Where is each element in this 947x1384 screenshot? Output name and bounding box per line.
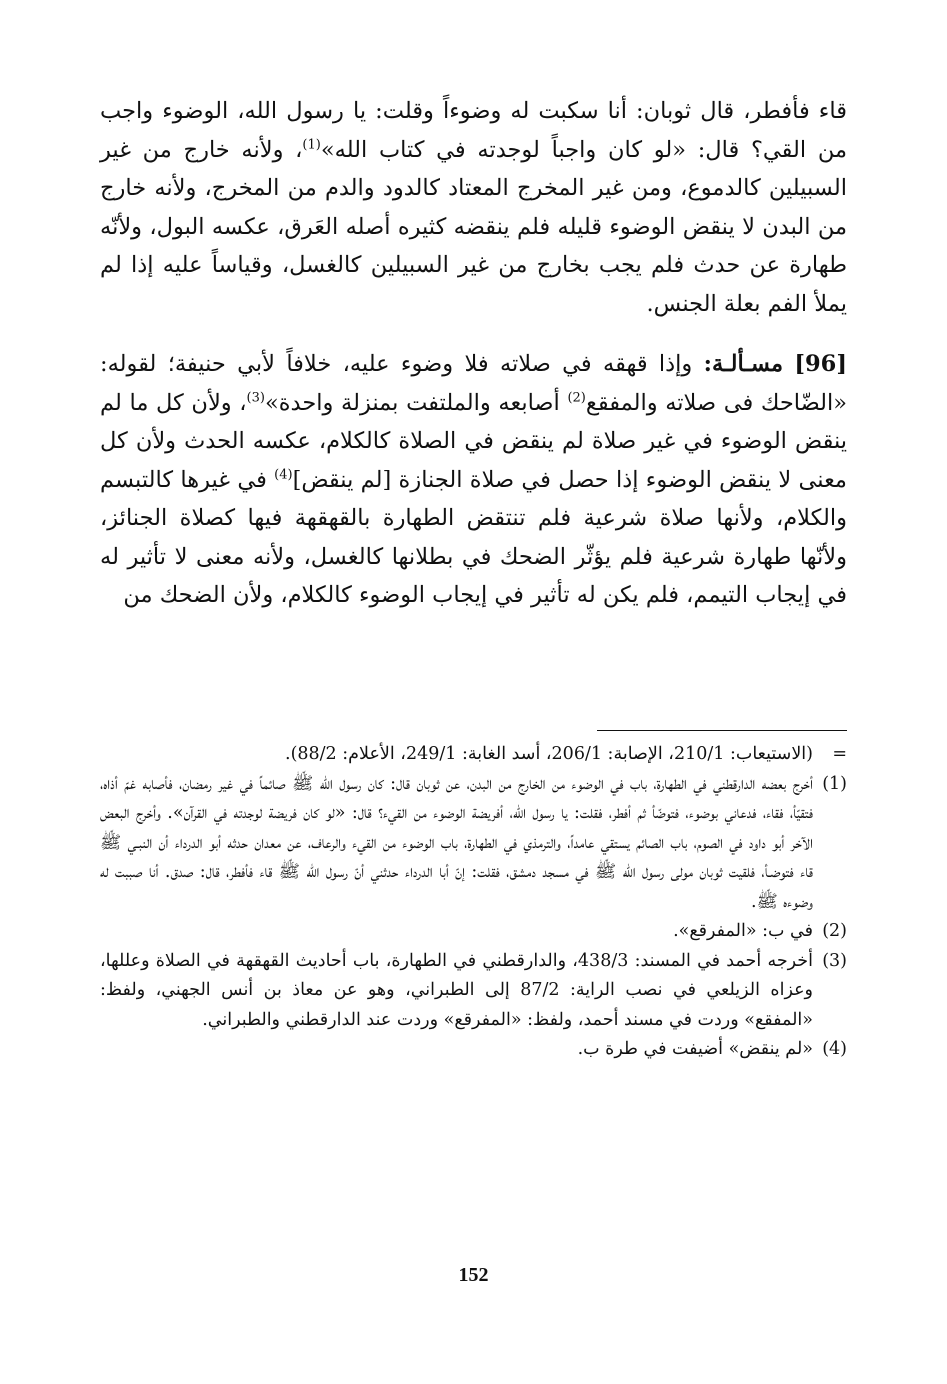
footnotes	[100, 740, 847, 1065]
page-number: 152	[458, 1264, 489, 1286]
footnote-mark: (2)	[822, 921, 847, 941]
issue-label: مسـألـة:	[703, 351, 784, 377]
issue-number: [96]	[794, 351, 847, 377]
footnote-3	[100, 947, 847, 1036]
line: ، ولأنه	[241, 136, 303, 163]
text: التيمم، فلم يكن له تأثير في إيجاب الوضوء كالكلام، ولأن الضحك من	[123, 582, 749, 608]
paragraph-2	[100, 345, 847, 615]
text: وإذا قهقه في صلاته فلا وضوء عليه، خلافاً لأبي	[237, 351, 704, 377]
text: شرعية فلم تنتقض الطهارة بالقهقهة فيها كصلاة الجنائز، ولأنّها طهارة شرعية	[100, 505, 848, 570]
line: أصله العَرق، عكسه البول، ولأنّه طهارة عن حدث فلم يجب بخارج من	[100, 213, 847, 278]
text: في صلاة الجنازة [لم ينقض]	[292, 466, 551, 493]
footnote-ref-1[interactable]: (1)	[302, 137, 321, 152]
footnote-1	[100, 770, 847, 918]
main-text	[100, 92, 847, 615]
text: في غيرها كالتبسم والكلام، ولأنها صلاة	[100, 466, 848, 531]
line: المخرج، ولأنه خارج من البدن لا ينقض الوضوء قليله فلم ينقضه كثيره	[100, 175, 847, 240]
text: فلم يؤثّر الضحك في بطلانها كالغسل، ولأنه معنى لا تأثير له في إيجاب	[100, 543, 847, 608]
footnote-mark: (3)	[822, 950, 847, 971]
footnote-divider	[597, 730, 847, 731]
footnote-ref-4[interactable]: (4)	[274, 467, 293, 482]
text: ، ولأن كل ما لم ينقض الوضوء في غير صلاة لم ينقض في	[100, 389, 848, 454]
paragraph-1	[100, 92, 847, 323]
text: حنيفة؛ لقوله: «الضّاحك فى صلاته والمفقع	[100, 351, 847, 416]
footnote-ref-2[interactable]: (2)	[567, 390, 586, 405]
line: قاء فأفطر، قال ثوبان: أنا سكبت له وضوءاً وقلت: يا رسول الله، الوضوء	[162, 98, 847, 124]
line: غير السبيلين كالغسل، وقياساً عليه إذا لم يملأ الفم بعلة الجنس.	[100, 252, 847, 317]
footnote-text: (الاستيعاب: 210/1، الإصابة: 206/1، أسد الغابة: 249/1، الأعلام: 88/2).	[285, 744, 813, 764]
footnote-text: أخرج بعضه الدارقطني في الطهارة، باب في الوضوء من الخارج من البدن، عن ثوبان قال: كان رسول الله ﷺ صائماً في غير رمضان، فأصابه غمّ أذاه، فتقيّأ، فقاء، فدعاني بوضوء، فتوضّأ ثم أفطر، فقلت: يا رسول الله، أفريضة الوضوء من القيء؟ قال: «لو كان فريضة لوجدته في القرآن». وأخرج البعض الآخر أبو داود في الصوم، باب الصائم يستقي عامداً، والترمذي في الطهارة، باب الوضوء من القيء والرعاف، عن معدان حدثه أبو الدرداء أن النبـي ﷺ قاء فتوضـأ، فلقيت ثوبان مولى رسول الله ﷺ في مسجد دمشق، فقلت: إنّ أبا الدرداء حدثني أنّ رسول الله ﷺ قاء فأفطر، قال: صدق. أنا صببت له وضوءه ﷺ.	[100, 773, 814, 912]
text: واحدة»	[264, 389, 334, 416]
footnote-text: في ب: «المفرقع».	[673, 921, 813, 941]
line: خارج من غير السبيلين كالدموع، ومن غير المخرج المعتاد كالدود والدم من	[100, 136, 847, 201]
page-content	[100, 92, 848, 1059]
footnote-mark: (1)	[822, 773, 847, 794]
footnote-text: «لم ينقض» أضيفت في طرة ب.	[577, 1039, 813, 1059]
footnote-mark: =	[832, 744, 847, 764]
footnote-ref-3[interactable]: (3)	[246, 390, 265, 405]
text: الصلاة كالكلام، عكسه الحدث ولأن كل معنى لا ينقض الوضوء إذا حصل	[100, 428, 847, 493]
footnote-text: أخرجه أحمد في المسند: 438/3، والدارقطني في الطهارة، باب أحاديث القهقهة في الصلاة وعللها، وعزاه الزيلعي في نصب الراية: 87/2 إلى الطبراني، وهو عن معاذ بن أنس الجهني، ولفظ: «المفقع» وردت في مسند أحمد، ولفظ: «المفرقع» وردت عند الدارقطني والطبراني.	[100, 950, 813, 1030]
footnote-2	[100, 917, 847, 947]
footnote-continued	[100, 740, 847, 770]
footnote-mark: (4)	[822, 1039, 847, 1059]
text: أصابعه والملتفت بمنزلة	[341, 389, 568, 416]
line: واجب من القي؟ قال: «لو كان واجباً لوجدته في كتاب الله»	[100, 98, 848, 163]
footnote-4	[100, 1035, 847, 1065]
